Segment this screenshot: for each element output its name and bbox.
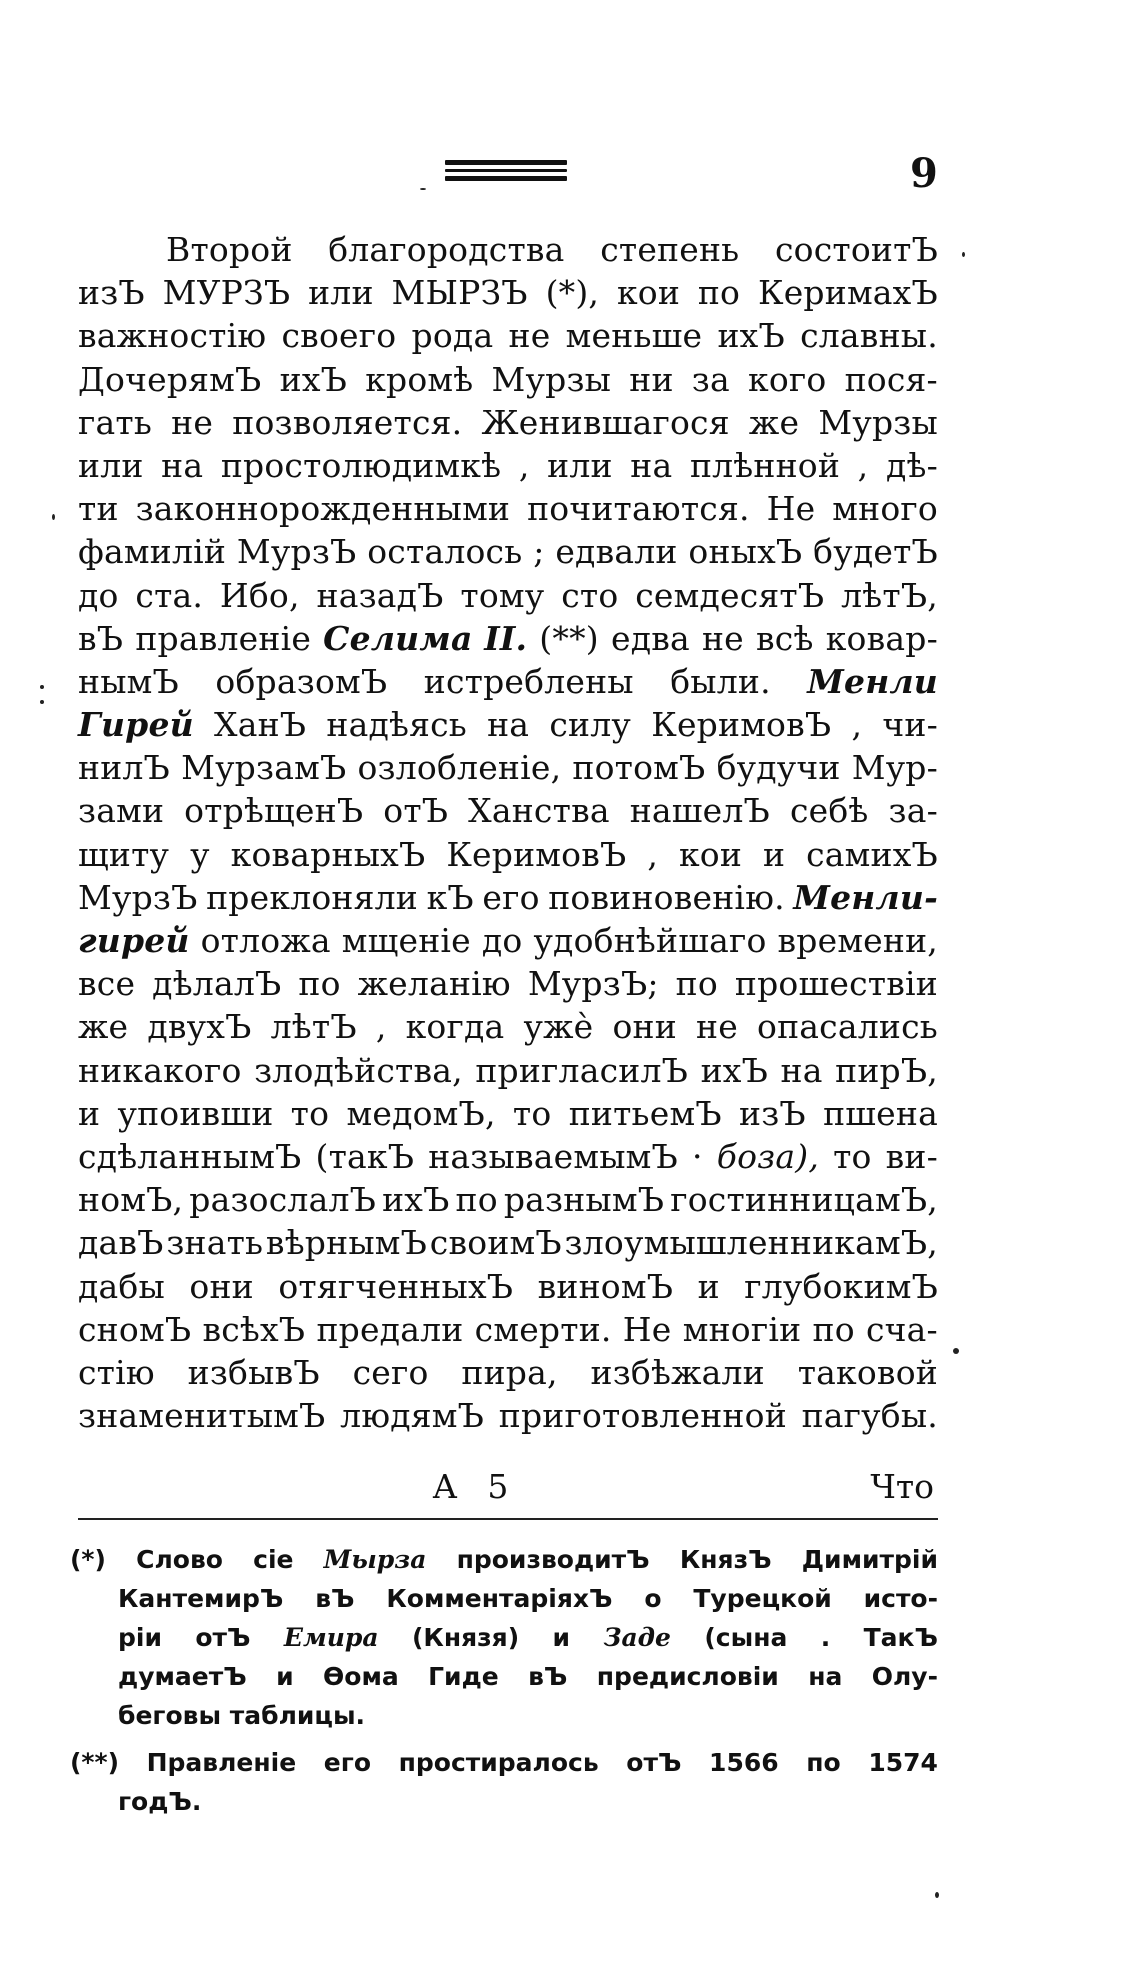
word: были. [670,661,771,701]
word: нашелЪ [629,791,770,831]
text-line [78,703,938,746]
word: то [512,1093,552,1133]
word: на [630,445,673,485]
word: преклоняли [206,877,418,917]
word: многіи [682,1309,802,1349]
word: когда [405,1007,505,1047]
word: пагубы. [801,1396,938,1436]
word: кои [678,834,743,874]
text-line [78,746,938,789]
footnote-separator [78,1518,938,1520]
word: кои [616,273,681,313]
word: кЪ [426,877,474,917]
word: пшена [823,1093,938,1133]
word: состоитЪ [774,230,938,269]
word: образомЪ [215,661,388,701]
word: виномЪ [537,1266,674,1306]
text-line [78,1394,938,1437]
word: они [612,1007,677,1047]
text-line [78,1221,938,1264]
word: ковар- [825,618,938,658]
word: осталось [367,532,523,572]
word: удобнѣйшаго [533,921,767,960]
text-line [78,1308,938,1351]
word: , [375,1007,387,1047]
text-line [78,401,938,444]
word: ужѐ [523,1007,594,1047]
word: пира, [461,1352,558,1392]
word: отягченныхЪ [278,1266,514,1306]
word: разослалЪ [189,1180,377,1220]
word: самихЪ [806,834,938,874]
word: истреблены [423,661,634,701]
word: двухЪ [147,1007,252,1047]
word: или [308,273,374,313]
word: (такЪ [315,1136,415,1176]
word: всѣхЪ [202,1309,306,1349]
word: до [78,575,119,615]
word: ХанЪ [214,705,307,745]
word: не [171,402,214,442]
text-line [78,617,938,660]
word: опасались [757,1007,938,1047]
word: Мурзы [818,402,938,442]
text-line [78,228,938,271]
text-line [78,1049,938,1092]
text-line [78,271,938,314]
word: гирей [78,921,190,960]
word: едвали [555,532,678,572]
word: предали [316,1309,464,1349]
word: лѣтЪ [270,1007,357,1047]
word: ихЪ [279,359,348,399]
word: давЪ [78,1223,164,1263]
word: и [697,1266,720,1306]
word: Гирей [78,705,194,745]
word: Менли- [793,877,938,917]
word: отрѣщенЪ [184,791,364,831]
footnote-line: беговы таблицы. [118,1701,366,1730]
text-line [78,1092,938,1135]
word: или [78,445,144,485]
word: или [547,445,613,485]
header-rule-bar [445,169,567,172]
word: ти [78,489,119,529]
word: МурзамЪ [181,748,347,788]
word: кромѣ [365,359,474,399]
word: щиту [78,834,170,874]
footnote-line: годЪ. [118,1787,202,1816]
word: повиновенію. [548,877,785,917]
word: не [696,1007,738,1047]
word: Ханства [468,791,610,831]
word: своего [281,316,397,356]
word: тому [460,575,545,615]
word: МурзЪ; [527,964,659,1004]
word: коварныхЪ [230,834,426,874]
word: правленіе [135,618,312,658]
word: знать [166,1223,264,1263]
word: до [481,921,523,960]
header-rule-bar [445,176,567,181]
word: много [832,489,938,529]
word: степень [600,230,740,269]
word: называемымЪ [428,1136,678,1176]
word: все [78,964,136,1004]
word: , [851,705,863,745]
word: вѣрнымЪ [265,1223,428,1263]
word: то [833,1136,872,1176]
word: сто [561,575,619,615]
word: Селима II. [323,618,528,658]
word: гать [78,402,152,442]
word: ни [629,359,674,399]
word: Второй [166,230,293,269]
word: по [675,964,718,1004]
word: МурзЪ [78,877,198,917]
word: знаменитымЪ [78,1396,326,1436]
word: законнорожденными [135,489,511,529]
word: по [455,1180,498,1220]
word: изЪ [78,273,145,313]
word: , [518,445,530,485]
text-line [78,444,938,487]
word: Не [766,489,816,529]
catchword: Что [870,1467,934,1506]
text-line [78,1005,938,1048]
word: КеримовЪ [651,705,832,745]
text-line [78,660,938,703]
word: славны. [800,316,938,356]
footnote-line: (**) Правленіе его простиралось отЪ 1566 по 1574 [70,1748,938,1777]
word: Ибо, [219,575,300,615]
word: ; [533,532,545,572]
word: МУРЗЪ [162,273,291,313]
word: за- [888,791,938,831]
word: Менли [807,661,938,701]
word: силу [549,705,632,745]
text-line [78,530,938,573]
word: и [763,834,786,874]
word: фамилій [78,532,227,572]
word: ихЪ [717,316,785,356]
text-line [78,314,938,357]
word: питьемЪ [568,1093,722,1133]
word: смерти. [474,1309,612,1349]
word: боза), [716,1136,820,1176]
word: озлобленіе, [357,748,562,788]
word: будучи [716,748,841,788]
word: гостинницамЪ, [670,1180,938,1220]
footnotes [70,1540,938,1821]
word: (*), [545,273,600,313]
word: дѣлалЪ [152,964,282,1004]
header-rule-bar [445,160,567,165]
word: рода [411,316,494,356]
word: прошествіи [734,964,938,1004]
word: потомЪ [572,748,706,788]
text-line [78,789,938,832]
word: по [298,964,341,1004]
word: они [189,1266,254,1306]
word: избывЪ [187,1352,320,1392]
word: МЫРЗЪ [391,273,528,313]
word: дабы [78,1266,165,1306]
word: благородства [328,230,565,269]
word: избѣжали [590,1352,765,1392]
word: меньше [565,316,703,356]
word: Мур- [851,748,938,788]
word: людямЪ [340,1396,485,1436]
word: же [748,402,800,442]
word: Женившагося [481,402,730,442]
word: , [647,834,659,874]
word: по [812,1309,855,1349]
word: отложа [200,921,331,960]
word: на [487,705,530,745]
word: КеримовЪ [446,834,627,874]
word: позволяется. [232,402,463,442]
header-ornament-rule [445,160,567,185]
word: вЪ [78,618,124,658]
text-line [78,487,938,530]
word: кого [748,359,827,399]
word: лѣтЪ, [841,575,938,615]
word: его [482,877,540,917]
word: глубокимЪ [744,1266,938,1306]
word: важностію [78,316,267,356]
word: злодѣйства, [254,1050,463,1090]
word: оныхЪ [688,532,803,572]
word: злоумышленникамЪ, [564,1223,938,1263]
word: изЪ [739,1093,806,1133]
word: желанію [357,964,511,1004]
word: таковой [797,1352,938,1392]
word: сча- [865,1309,938,1349]
word: ста. [135,575,204,615]
word: своимЪ [429,1223,562,1263]
word: ихЪ [700,1050,768,1090]
word: будетЪ [813,532,938,572]
word: ДочерямЪ [78,359,262,399]
word: пригласилЪ [475,1050,689,1090]
body-text [78,228,938,1437]
word: никакого [78,1050,242,1090]
word: на [780,1050,823,1090]
word: разнымЪ [503,1180,665,1220]
word: КеримахЪ [757,273,938,313]
word: мщеніе [341,921,471,960]
word: едва [610,618,690,658]
text-line [78,1135,938,1178]
word: у [190,834,210,874]
word: пося- [844,359,938,399]
word: не [701,618,744,658]
text-line [78,919,938,962]
word: на [161,445,204,485]
text-line [78,574,938,617]
text-line [78,358,938,401]
footnote-line: думаетЪ и Ѳома Гиде вЪ предисловіи на Олу- [118,1662,938,1691]
word: не [508,316,551,356]
word: почитаются. [527,489,750,529]
word: (**) [539,618,599,658]
word: МурзЪ [236,532,357,572]
word: же [78,1007,129,1047]
word: себѣ [789,791,869,831]
word: · [692,1136,703,1176]
word: упоивши [117,1093,274,1133]
word: ви- [885,1136,938,1176]
text-line [78,833,938,876]
word: пирЪ, [835,1050,938,1090]
word: сномЪ [78,1309,192,1349]
text-line [78,1351,938,1394]
word: номЪ, [78,1180,184,1220]
footnote-line: ріи отЪ Емира (Князя) и Заде (сына . ТакЪ [118,1623,938,1652]
word: ихЪ [382,1180,450,1220]
printer-signature: A 5 [433,1467,519,1506]
word: Мурзы [491,359,612,399]
page-footer-row [78,1465,938,1509]
word: зами [78,791,165,831]
word: всѣ [756,618,814,658]
word: дѣ- [885,445,938,485]
word: надѣясь [326,705,467,745]
word: времени, [777,921,938,960]
word: сдѣланнымЪ [78,1136,302,1176]
word: чи- [882,705,938,745]
word: нымЪ [78,661,179,701]
word: нилЪ [78,748,170,788]
word: отЪ [383,791,449,831]
footnote-line: (*) Слово сіе Мырза производитЪ КнязЪ Димитрій [70,1545,938,1574]
text-line [78,1178,938,1221]
page-number: 9 [910,150,938,197]
word: приготовленной [498,1396,787,1436]
text-line [78,1265,938,1308]
word: семдесятЪ [635,575,825,615]
word: по [697,273,741,313]
word: то [290,1093,330,1133]
word: назадЪ [316,575,444,615]
word: простолюдимкѣ [220,445,502,485]
footnote-line: КантемирЪ вЪ КомментаріяхЪ о Турецкой исто- [118,1584,938,1613]
text-line [78,876,938,919]
word: плѣнной [689,445,841,485]
word: сего [352,1352,429,1392]
text-line [78,962,938,1005]
word: медомЪ, [346,1093,496,1133]
word: стію [78,1352,155,1392]
word: и [78,1093,101,1133]
word: Не [622,1309,672,1349]
word: за [691,359,730,399]
word: , [857,445,869,485]
